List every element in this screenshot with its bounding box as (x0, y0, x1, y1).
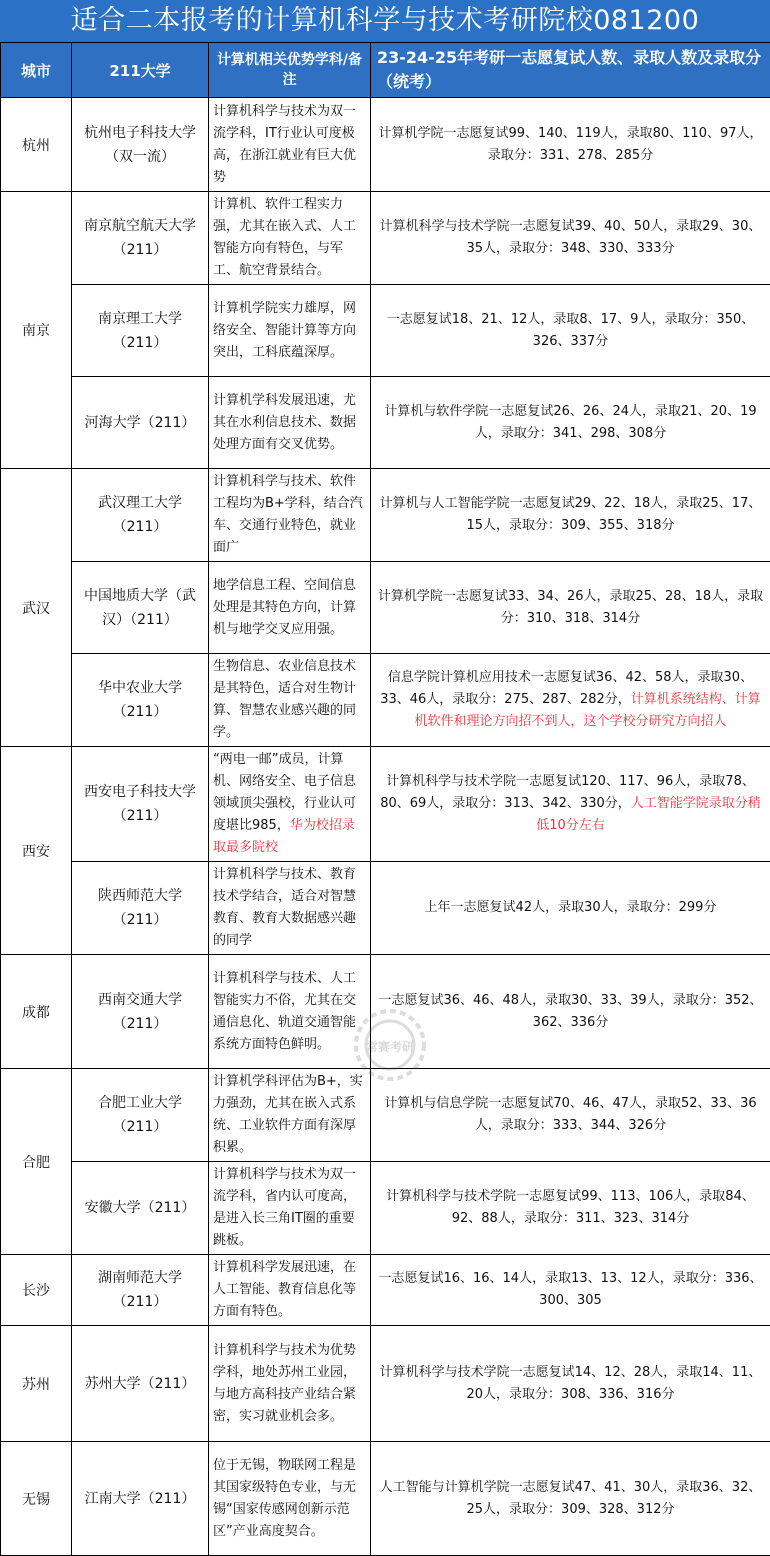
header-advantage: 计算机相关优势学科/备注 (209, 43, 371, 98)
city-cell: 西安 (1, 747, 72, 955)
stats-text: 信息学院计算机应用技术一志愿复试36、42、58人，录取30、33、46人，录取分：275、287、282分， (380, 670, 753, 707)
university-cell: 合肥工业大学（211） (72, 1069, 209, 1162)
university-cell: 杭州电子科技大学（双一流） (72, 98, 209, 192)
university-cell: 武汉理工大学（211） (72, 469, 209, 562)
city-cell: 南京 (1, 192, 72, 469)
university-cell: 江南大学（211） (72, 1442, 209, 1556)
stats-cell: 计算机与人工智能学院一志愿复试29、22、18人，录取25、17、15人，录取分：309、355、318分 (371, 469, 770, 562)
table-row (1, 862, 770, 955)
city-cell: 无锡 (1, 1442, 72, 1556)
university-cell: 西安电子科技大学（211） (72, 747, 209, 862)
city-cell: 杭州 (1, 98, 72, 192)
note-cell: 计算机、软件工程实力强，尤其在嵌入式、人工智能方向有特色，与军工、航空背景结合。 (209, 192, 371, 285)
table-row (1, 654, 770, 747)
note-cell: 位于无锡，物联网工程是其国家级特色专业，与无锡“国家传感网创新示范区”产业高度契合。 (209, 1442, 371, 1556)
table-row (1, 955, 770, 1069)
university-cell: 湖南师范大学（211） (72, 1255, 209, 1326)
table-row (1, 377, 770, 469)
university-table (0, 42, 770, 1556)
note-cell: 计算机科学与技术、软件工程均为B+学科，结合汽车、交通行业特色，就业面广 (209, 469, 371, 562)
stats-cell: 计算机科学与技术学院一志愿复试99、113、106人，录取84、92、88人，录取分：311、323、314分 (371, 1162, 770, 1255)
note-cell: 生物信息、农业信息技术是其特色，适合对生物计算、智慧农业感兴趣的同学。 (209, 654, 371, 747)
note-cell: 计算机科学发展迅速，在人工智能、教育信息化等方面有特色。 (209, 1255, 371, 1326)
table-row (1, 469, 770, 562)
stats-cell: 人工智能与计算机学院一志愿复试47、41、30人，录取36、32、25人，录取分：309、328、312分 (371, 1442, 770, 1556)
university-cell: 苏州大学（211） (72, 1326, 209, 1442)
stats-cell: 计算机学院一志愿复试99、140、119人，录取80、110、97人，录取分：331、278、285分 (371, 98, 770, 192)
table-row (1, 285, 770, 377)
stats-cell: 计算机科学与技术学院一志愿复试14、12、28人，录取14、11、20人，录取分：308、336、316分 (371, 1326, 770, 1442)
note-cell: 计算机学院实力雄厚，网络安全、智能计算等方向突出，工科底蕴深厚。 (209, 285, 371, 377)
table-row (1, 1442, 770, 1556)
stats-cell: 计算机科学与技术学院一志愿复试39、40、50人，录取29、30、35人，录取分：348、330、333分 (371, 192, 770, 285)
note-cell: 计算机科学与技术为优势学科，地处苏州工业园，与地方高科技产业结合紧密，实习就业机会多。 (209, 1326, 371, 1442)
note-cell: 计算机科学与技术、人工智能实力不俗，尤其在交通信息化、轨道交通智能系统方面特色鲜明。 (209, 955, 371, 1069)
stats-cell: 上年一志愿复试42人，录取30人，录取分：299分 (371, 862, 770, 955)
stats-cell: 一志愿复试16、16、14人，录取13、13、12人，录取分：336、300、305 (371, 1255, 770, 1326)
city-cell: 合肥 (1, 1069, 72, 1255)
city-cell: 长沙 (1, 1255, 72, 1326)
table-row (1, 1162, 770, 1255)
watermark-text: 常赛考研 (366, 1039, 414, 1054)
header-university: 211大学 (72, 43, 209, 98)
stats-cell (371, 654, 770, 747)
stats-cell (371, 747, 770, 862)
university-cell: 安徽大学（211） (72, 1162, 209, 1255)
stats-cell: 计算机学院一志愿复试33、34、26人，录取25、28、18人，录取分：310、318、314分 (371, 562, 770, 654)
stats-cell: 一志愿复试36、46、48人，录取30、33、39人，录取分：352、362、336分 (371, 955, 770, 1069)
stats-highlight: 计算机系统结构、计算机软件和理论方向招不到人，这个学校分研究方向招人 (414, 692, 760, 729)
table-row (1, 192, 770, 285)
university-cell: 南京理工大学（211） (72, 285, 209, 377)
stats-highlight: 人工智能学院录取分稍低10分左右 (536, 796, 761, 833)
table-row (1, 562, 770, 654)
stats-text: 计算机科学与技术学院一志愿复试120、117、96人，录取78、80、69人，录取分：313、342、330分， (380, 774, 755, 811)
university-cell: 陕西师范大学（211） (72, 862, 209, 955)
note-cell: 计算机科学与技术为双一流学科，省内认可度高，是进入长三角IT圈的重要跳板。 (209, 1162, 371, 1255)
table-row (1, 98, 770, 192)
table-row (1, 747, 770, 862)
table-row (1, 1255, 770, 1326)
stats-cell: 一志愿复试18、21、12人，录取8、17、9人，录取分：350、326、337分 (371, 285, 770, 377)
note-cell: 计算机学科发展迅速，尤其在水利信息技术、数据处理方面有交叉优势。 (209, 377, 371, 469)
table-row (1, 1069, 770, 1162)
header-row (1, 43, 770, 98)
university-cell: 中国地质大学（武汉）（211） (72, 562, 209, 654)
page-title: 适合二本报考的计算机科学与技术考研院校081200 (0, 0, 770, 42)
city-cell: 武汉 (1, 469, 72, 747)
note-cell: 计算机科学与技术为双一流学科，IT行业认可度极高，在浙江就业有巨大优势 (209, 98, 371, 192)
header-city: 城市 (1, 43, 72, 98)
table-row (1, 1326, 770, 1442)
stats-cell: 计算机与软件学院一志愿复试26、26、24人，录取21、20、19人，录取分：341、298、308分 (371, 377, 770, 469)
city-cell: 成都 (1, 955, 72, 1069)
note-cell: 计算机科学与技术、教育技术学结合，适合对智慧教育、教育大数据感兴趣的同学 (209, 862, 371, 955)
note-cell: 计算机学科评估为B+，实力强劲，尤其在嵌入式系统、工业软件方面有深厚积累。 (209, 1069, 371, 1162)
university-cell: 西南交通大学（211） (72, 955, 209, 1069)
note-text: “两电一邮”成员，计算机、网络安全、电子信息领域顶尖强校，行业认可度堪比985， (213, 752, 356, 833)
header-stats: 23-24-25年考研一志愿复试人数、录取人数及录取分（统考） (371, 43, 770, 98)
university-cell: 河海大学（211） (72, 377, 209, 469)
university-cell: 南京航空航天大学（211） (72, 192, 209, 285)
university-cell: 华中农业大学（211） (72, 654, 209, 747)
city-cell: 苏州 (1, 1326, 72, 1442)
stats-cell: 计算机与信息学院一志愿复试70、46、47人，录取52、33、36人，录取分：333、344、326分 (371, 1069, 770, 1162)
note-cell (209, 747, 371, 862)
note-cell: 地学信息工程、空间信息处理是其特色方向，计算机与地学交叉应用强。 (209, 562, 371, 654)
note-highlight: 华为校招录取最多院校 (213, 818, 355, 855)
